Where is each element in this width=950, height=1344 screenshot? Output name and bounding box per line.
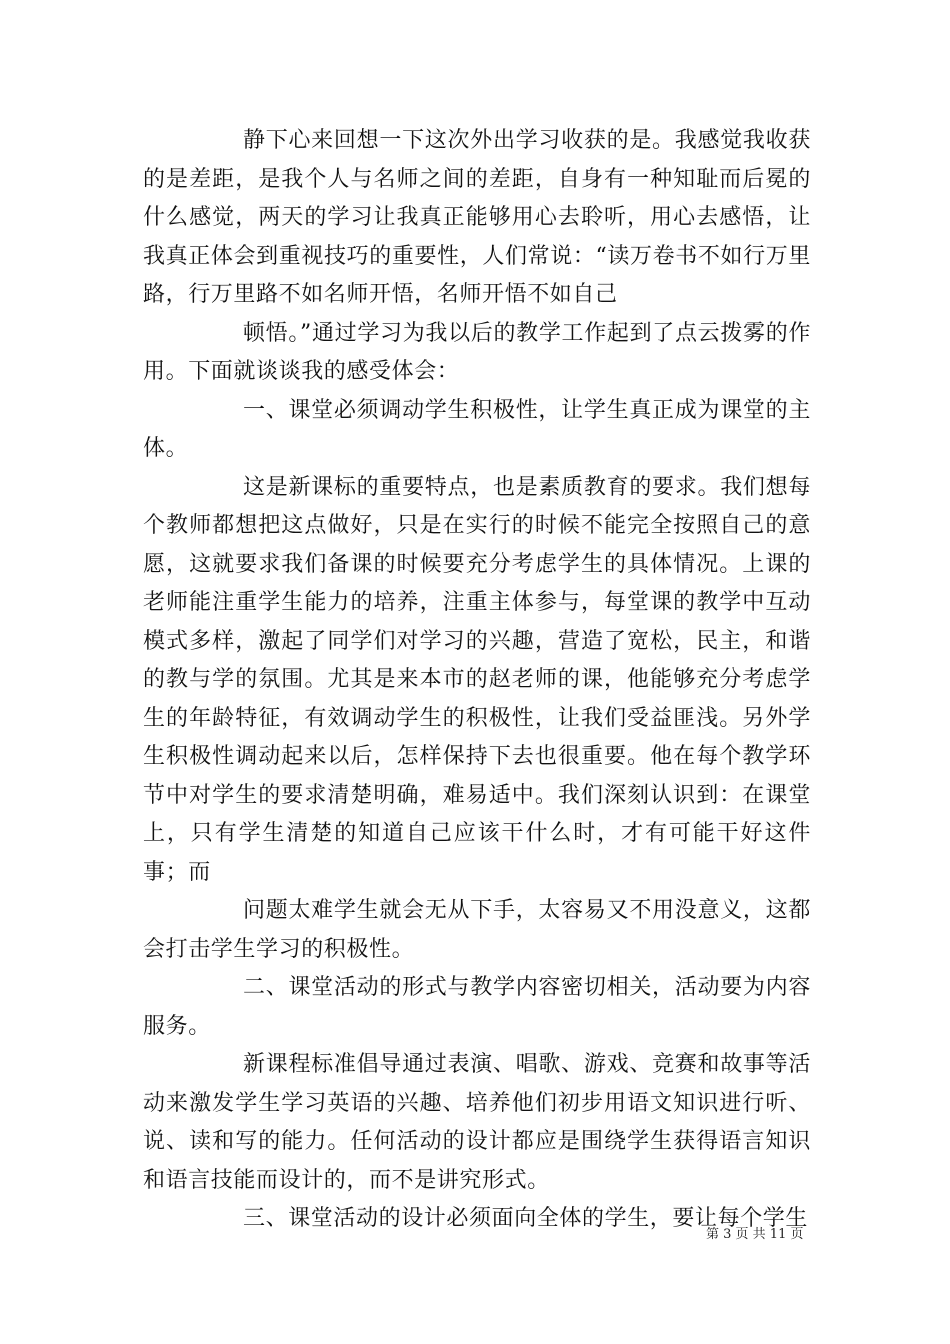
- page-number-footer: 第 3 页 共 11 页: [706, 1227, 804, 1242]
- paragraph: 顿悟。”通过学习为我以后的教学工作起到了点云拨雾的作用。下面就谈谈我的感受体会：: [143, 320, 811, 384]
- paragraph: 这是新课标的重要特点，也是素质教育的要求。我们想每个教师都想把这点做好，只是在实行的时候不能完全按照自己的意愿，这就要求我们备课的时候要充分考虑学生的具体情况。上课的老师能注重学生能力的培养，注重主体参与，每堂课的教学中互动模式多样，激起了同学们对学习的兴趣，营造了宽松，民主，和谐的教与学的氛围。尤其是来本市的赵老师的课，他能够充分考虑学生的年龄特征，有效调动学生的积极性，让我们受益匪浅。另外学生积极性调动起来以后，怎样保持下去也很重要。他在每个教学环节中对学生的要求清楚明确，难易适中。我们深刻认识到：在课堂上，只有学生清楚的知道自己应该干什么时，才有可能干好这件事；而: [143, 474, 811, 885]
- document-body: [143, 122, 811, 1239]
- paragraph: 新课程标准倡导通过表演、唱歌、游戏、竞赛和故事等活动来激发学生学习英语的兴趣、培养他们初步用语文知识进行听、说、读和写的能力。任何活动的设计都应是围绕学生获得语言知识和语言技能而设计的，而不是讲究形式。: [143, 1052, 811, 1193]
- section-heading: 一、课堂必须调动学生积极性，让学生真正成为课堂的主体。: [143, 397, 811, 461]
- paragraph: 问题太难学生就会无从下手，太容易又不用没意义，这都会打击学生学习的积极性。: [143, 898, 811, 962]
- section-heading: 三、课堂活动的设计必须面向全体的学生，要让每个学生: [243, 1206, 809, 1231]
- paragraph: 静下心来回想一下这次外出学习收获的是。我感觉我收获的是差距，是我个人与名师之间的差距，自身有一种知耻而后冕的什么感觉，两天的学习让我真正能够用心去聆听，用心去感悟，让我真正体会到重视技巧的重要性，人们常说：“读万卷书不如行万里路，行万里路不如名师开悟，名师开悟不如自己: [143, 128, 811, 307]
- section-heading: 二、课堂活动的形式与教学内容密切相关，活动要为内容服务。: [143, 975, 811, 1039]
